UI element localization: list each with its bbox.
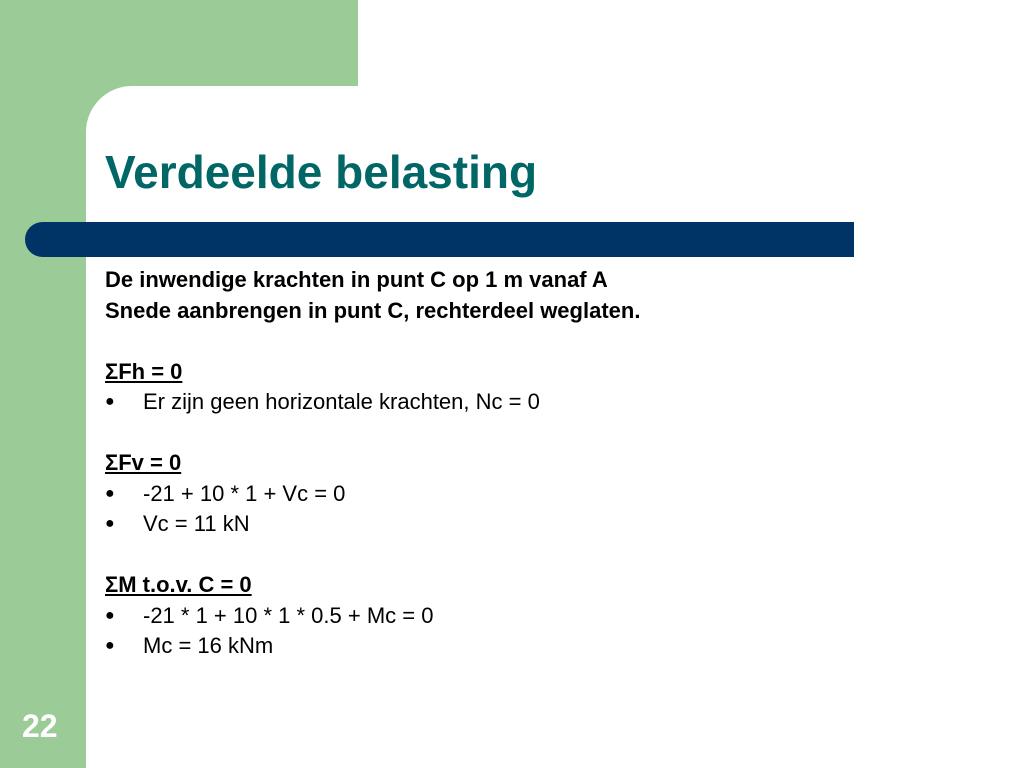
bullet-dot-icon: ● (105, 637, 115, 654)
spacer (105, 540, 865, 571)
bullet-item (105, 631, 865, 662)
bullet-item (105, 509, 865, 540)
bullet-text: Mc = 16 kNm (143, 633, 274, 658)
bullet-dot-icon: ● (105, 606, 115, 624)
page-number: 22 (22, 708, 58, 744)
bullet-item (105, 479, 865, 510)
bullet-item (105, 387, 865, 418)
white-top-area (358, 0, 1024, 86)
bullet-text: -21 * 1 + 10 * 1 * 0.5 + Mc = 0 (143, 602, 434, 628)
bullet-text: -21 + 10 * 1 + Vc = 0 (143, 480, 346, 506)
intro-line-2: Snede aanbrengen in punt C, rechterdeel weglaten. (105, 297, 641, 323)
section-sum-fh (105, 357, 865, 418)
bullet-dot-icon: ● (105, 515, 115, 532)
bullet-dot-icon: ● (105, 393, 115, 410)
spacer (105, 326, 865, 357)
spacer (105, 418, 865, 449)
slide-title: Verdeelde belasting (105, 146, 538, 198)
section-heading-fh: ΣFh = 0 (105, 358, 183, 384)
bullet-dot-icon: ● (105, 484, 115, 502)
section-sum-fv (105, 448, 865, 540)
bullet-item (105, 601, 865, 632)
section-heading-m: ΣM t.o.v. C = 0 (105, 572, 252, 597)
section-sum-m (105, 570, 865, 662)
title-underline-bar (25, 222, 854, 257)
slide-body (105, 265, 865, 662)
section-heading-fv: ΣFv = 0 (105, 450, 182, 475)
intro-line-1: De inwendige krachten in punt C op 1 m vanaf A (105, 267, 608, 292)
bullet-text: Vc = 11 kN (143, 511, 250, 536)
bullet-text: Er zijn geen horizontale krachten, Nc = 0 (143, 389, 540, 414)
